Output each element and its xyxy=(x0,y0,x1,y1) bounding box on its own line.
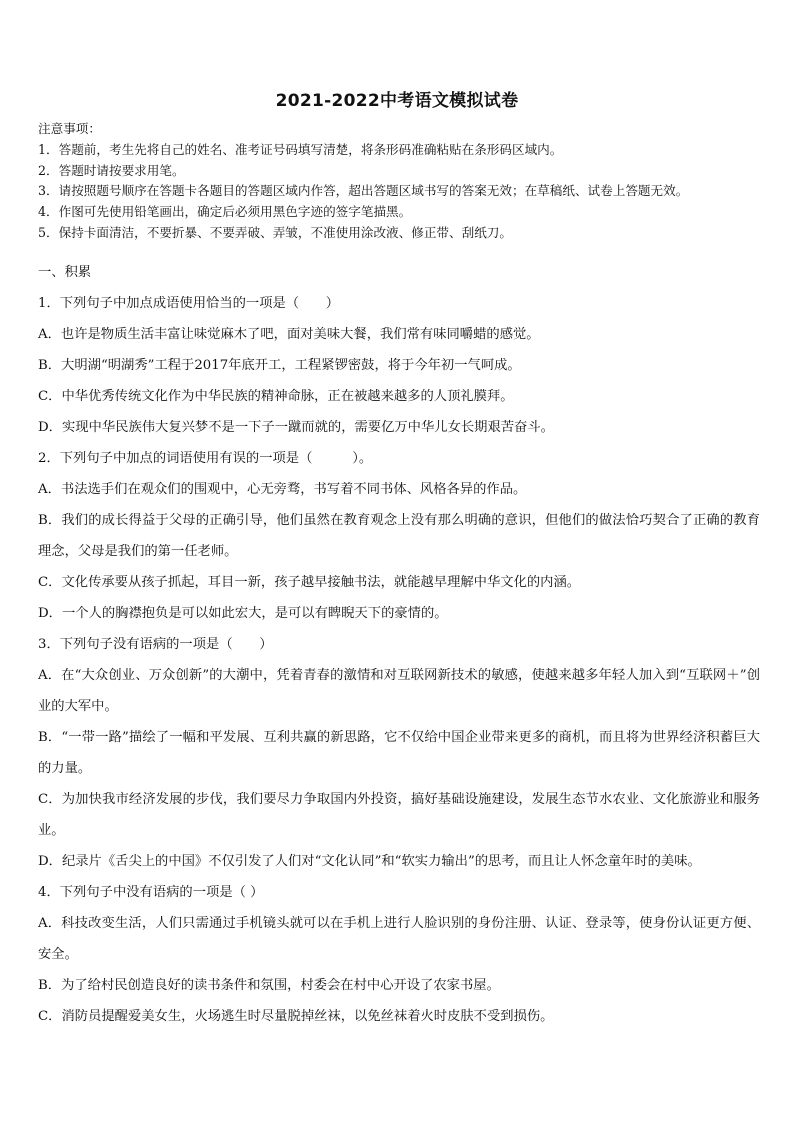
notice-item: 3．请按照题号顺序在答题卡各题目的答题区域内作答，超出答题区域书写的答案无效；在草稿纸、试卷上答题无效。 xyxy=(38,183,689,199)
section-heading: 一、积累 xyxy=(38,265,92,280)
notice-heading: 注意事项： xyxy=(38,121,101,136)
notice-block xyxy=(38,119,768,244)
option-b: B．“一带一路”描绘了一幅和平发展、互利共赢的新思路，它不仅给中国企业带来更多的商机，而且将为世界经济积蓄巨大的力量。 xyxy=(38,730,760,776)
option-b: B．大明湖“明湖秀”工程于2017年底开工，工程紧锣密鼓，将于今年初一气呵成。 xyxy=(38,358,521,373)
question-stem: 1．下列句子中加点成语使用恰当的一项是（ ） xyxy=(38,296,339,311)
option-a: A．也许是物质生活丰富让味觉麻木了吧，面对美味大餐，我们常有味同嚼蜡的感觉。 xyxy=(38,327,540,342)
option-c: C．消防员提醒爱美女生，火场逃生时尽量脱掉丝袜，以免丝袜着火时皮肤不受到损伤。 xyxy=(38,1009,554,1024)
option-b: B．为了给村民创造良好的读书条件和氛围，村委会在村中心开设了农家书屋。 xyxy=(38,978,500,993)
option-d: D．实现中华民族伟大复兴梦不是一下子一蹴而就的，需要亿万中华儿女长期艰苦奋斗。 xyxy=(38,420,554,435)
question-stem: 4．下列句子中没有语病的一项是（ ） xyxy=(38,885,264,900)
option-a: A．科技改变生活，人们只需通过手机镜头就可以在手机上进行人脸识别的身份注册、认证、登录等，使身份认证更方便、安全。 xyxy=(38,916,760,962)
option-a: A．在“大众创业、万众创新”的大潮中，凭着青春的激情和对互联网新技术的敏感，使越来越多年轻人加入到“互联网＋”创业的大军中。 xyxy=(38,668,760,714)
questions-body xyxy=(38,263,760,1032)
notice-item: 2．答题时请按要求用笔。 xyxy=(38,162,185,178)
option-c: C．为加快我市经济发展的步伐，我们要尽力争取国内外投资，搞好基础设施建设，发展生态节水农业、文化旅游业和服务业。 xyxy=(38,792,760,838)
notice-item: 5．保持卡面清洁，不要折暴、不要弄破、弄皱，不准使用涂改液、修正带、刮纸刀。 xyxy=(38,224,512,240)
question-4 xyxy=(38,877,760,1032)
notice-item: 4．作图可先使用铅笔画出，确定后必须用黑色字迹的签字笔描黑。 xyxy=(38,204,412,220)
question-3 xyxy=(38,629,760,877)
question-stem: 3．下列句子没有语病的一项是（ ） xyxy=(38,637,273,652)
notice-item: 1．答题前，考生先将自己的姓名、准考证号码填写清楚，将条形码准确粘贴在条形码区域内。 xyxy=(38,141,563,157)
option-d: D．一个人的胸襟抱负是可以如此宏大，是可以有睥睨天下的豪情的。 xyxy=(38,606,448,621)
option-a: A．书法选手们在观众们的围观中，心无旁骛，书写着不同书体、风格各异的作品。 xyxy=(38,482,527,497)
option-c: C．中华优秀传统文化作为中华民族的精神命脉，正在被越来越多的人顶礼膜拜。 xyxy=(38,389,514,404)
question-2 xyxy=(38,443,760,629)
question-1 xyxy=(38,288,760,443)
option-c: C．文化传承要从孩子抓起，耳目一新，孩子越早接触书法，就能越早理解中华文化的内涵。 xyxy=(38,575,581,590)
question-stem: 2．下列句子中加点的词语使用有误的一项是（ ）。 xyxy=(38,451,373,466)
option-d: D．纪录片《舌尖上的中国》不仅引发了人们对“文化认同”和“软实力输出”的思考，而且让人怀念童年时的美味。 xyxy=(38,854,701,869)
exam-title: 2021-2022中考语文模拟试卷 xyxy=(275,91,519,111)
option-b: B．我们的成长得益于父母的正确引导，他们虽然在教育观念上没有那么明确的意识，但他们的做法恰巧契合了正确的教育理念，父母是我们的第一任老师。 xyxy=(38,513,760,559)
